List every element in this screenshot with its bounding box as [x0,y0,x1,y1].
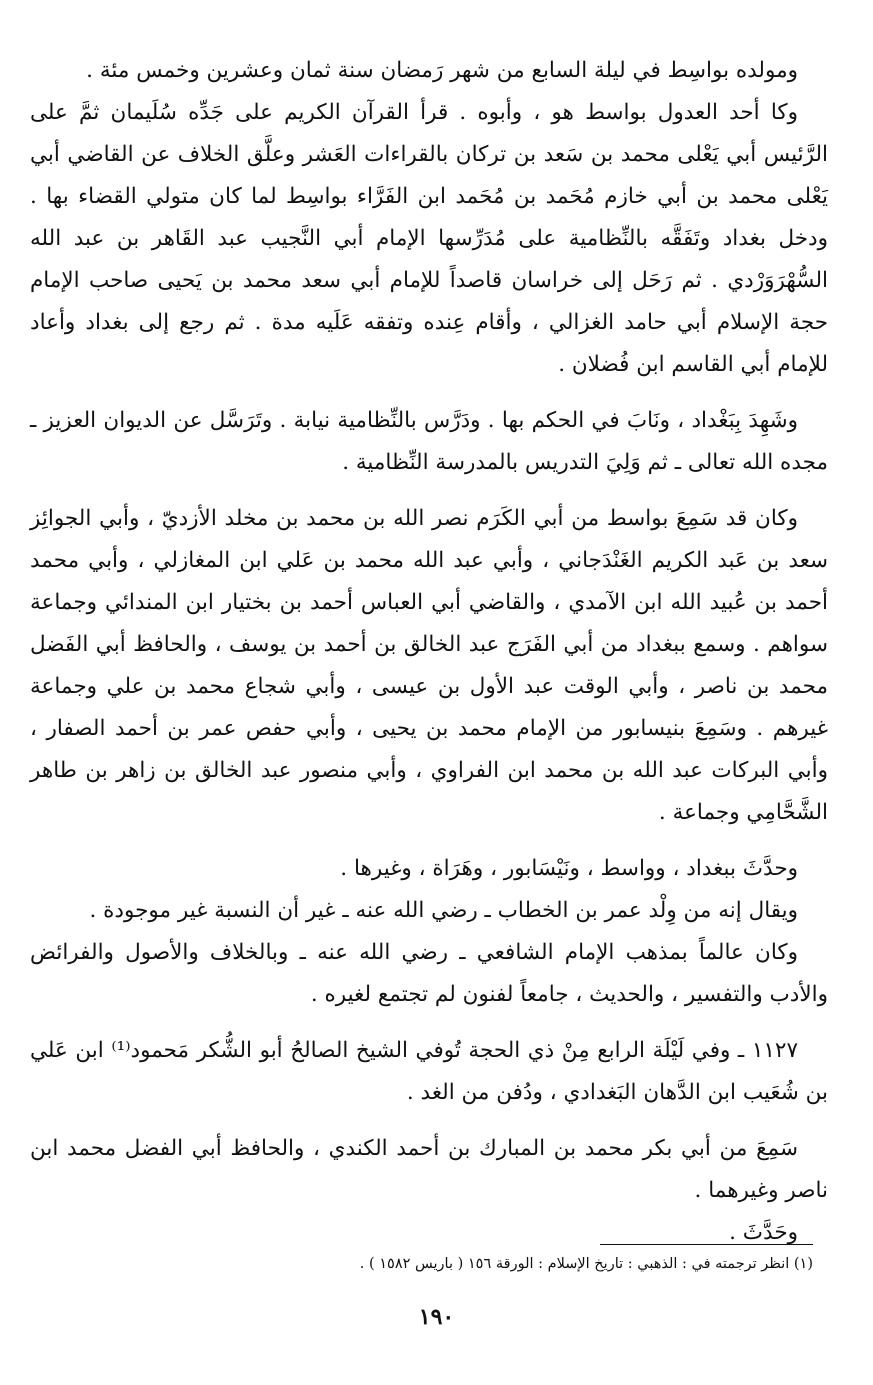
footnote-divider [600,1244,813,1245]
paragraph-birth: ومولده بواسِط في ليلة السابع من شهر رَمضان سنة ثمان وعشرين وخمس مئة . [86,58,798,83]
paragraph-knowledge: وكان عالماً بمذهب الإمام الشافعي ـ رضي الله عنه ـ وبالخلاف والأصول والفرائض والأدب والتفسير ، والحديث ، جامعاً لفنون لم تجتمع لغيره . [30,940,828,1007]
paragraph-entry-teachers: سَمِعَ من أبي بكر محمد بن المبارك بن أحمد الكندي ، والحافظ أبي الفضل محمد ابن ناصر وغيرهما . [30,1136,828,1203]
footnote: (١) انظر ترجمته في : الذهبي : تاريخ الإسلام : الورقة ١٥٦ ( باريس ١٥٨٢ ) . [359,1256,813,1272]
page-number: ١٩٠ [418,1304,455,1330]
main-text [30,50,828,1254]
paragraph-entry-narration: وحَدَّثَ . [729,1220,798,1245]
paragraph-teachers: وكان قد سَمِعَ بواسط من أبي الكَرَم نصر الله بن محمد بن مخلد الأزديّ ، وأبي الجوائِز سعد بن عَبد الكريم الغَنْدَجاني ، وأبي عبد الله محمد بن عَلي ابن المغازلي ، وأبي محمد أحمد بن عُبيد الله ابن الآمدي ، والقاضي أبي العباس أحمد بن بختيار ابن المندائي وجماعة سواهم . وسمع ببغداد من أبي الفَرَج عبد الخالق بن أحمد بن يوسف ، والحافظ أبي الفَضل محمد بن ناصر ، وأبي الوقت عبد الأول بن عيسى ، وأبي شجاع محمد بن علي وجماعة غيرهم . وسَمِعَ بنيسابور من الإمام محمد بن يحيى ، وأبي حفص عمر بن أحمد الصفار ، وأبي البركات عبد الله بن محمد ابن الفراوي ، وأبي منصور عبد الخالق بن زاهر بن طاهر الشَّحَّامِي وجماعة . [30,506,828,825]
paragraph-lineage: ويقال إنه من وِلْد عمر بن الخطاب ـ رضي الله عنه ـ غير أن النسبة غير موجودة . [89,898,798,923]
entry-1127: ١١٢٧ ـ وفي لَيْلَة الرابع مِنْ ذي الحجة تُوفي الشيخ الصالحُ أبو الشُّكر مَحمود⁽¹⁾ ابن عَلي بن شُعَيب ابن الدَّهان البَغدادي ، ودُفن من الغد . [30,1038,828,1105]
paragraph-education: وكا أحد العدول بواسط هو ، وأبوه . قرأ القرآن الكريم على جَدِّه سُلَيمان ثمَّ على الرَّئيس أبي يَعْلى محمد بن سَعد بن تركان بالقراءات العَشر وعلَّق الخلاف عن القاضي أبي يَعْلى محمد بن أبي خازم مُحَمد بن مُحَمد ابن الفَرَّاء بواسِط لما كان متولي القضاء بها . ودخل بغداد وتَفَقَّه بالنِّظامية على مُدَرِّسها الإمام أبي النَّجيب عبد القَاهر بن عبد الله السُّهْرَوَرْدي . ثم رَحَل إلى خراسان قاصداً للإمام أبي سعد محمد بن يَحيى صاحب الإمام حجة الإسلام أبي حامد الغزالي ، وأقام عِنده وتفقه عَلَيه مدة . ثم رجع إلى بغداد وأعاد للإمام أبي القاسم ابن فُضلان . [30,100,828,377]
paragraph-narration: وحدَّثَ ببغداد ، وواسط ، ونَيْسَابور ، وهَرَاة ، وغيرها . [340,856,798,881]
paragraph-positions: وشَهِدَ بِبَغْداد ، ونَابَ في الحكم بها . ودَرَّس بالنِّظامية نيابة . وتَرَسَّل عن الديوان العزيز ـ مجده الله تعالى ـ ثم وَلِيَ التدريس بالمدرسة النِّظامية . [30,408,828,475]
